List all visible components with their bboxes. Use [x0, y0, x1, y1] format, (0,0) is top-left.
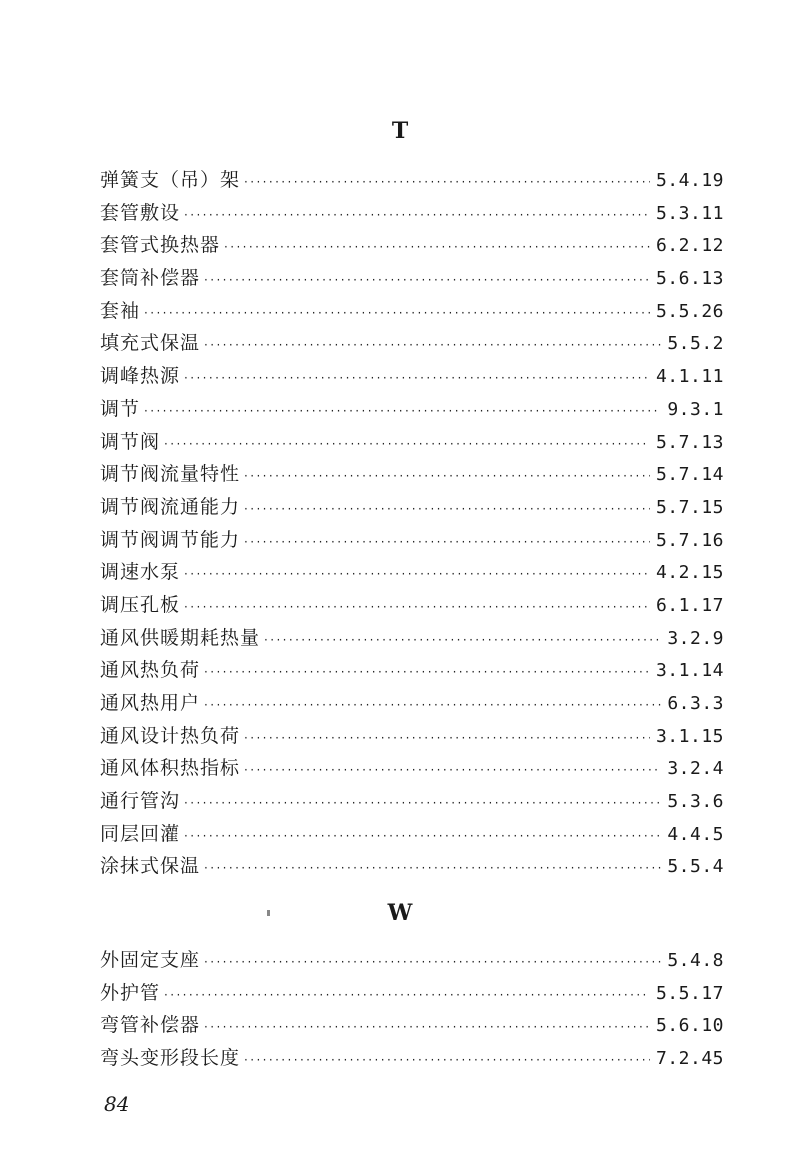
dot-leader [204, 329, 661, 362]
dot-leader [244, 166, 650, 199]
entry-clause-ref: 5.5.2 [667, 333, 724, 355]
section-heading-w: W [387, 900, 413, 926]
dot-leader [164, 979, 650, 1012]
entry-term: 通风热用户 [100, 692, 201, 714]
dot-leader [244, 754, 661, 787]
entry-term: 通风设计热负荷 [100, 724, 241, 747]
index-entry [100, 944, 724, 977]
dot-leader [244, 722, 650, 755]
index-entry [100, 327, 724, 360]
index-entry [100, 556, 724, 589]
entry-term: 通风体积热指标 [100, 757, 241, 780]
entry-term: 通风供暖期耗热量 [100, 626, 261, 649]
dot-leader [204, 264, 650, 297]
entry-term: 外护管 [100, 981, 161, 1004]
entry-clause-ref: 5.4.19 [655, 170, 724, 191]
dot-leader [244, 526, 650, 559]
entry-term: 调峰热源 [100, 365, 181, 388]
entry-clause-ref: 4.1.11 [655, 366, 724, 388]
entry-term: 套管敷设 [100, 201, 181, 224]
dot-leader [144, 395, 661, 428]
index-entry [100, 360, 724, 393]
dot-leader [184, 591, 650, 624]
index-entry [100, 197, 724, 230]
dot-leader [224, 231, 650, 264]
index-entry [100, 295, 724, 328]
entry-clause-ref: 5.6.10 [655, 1015, 724, 1037]
entry-term: 调节阀流通能力 [100, 495, 241, 518]
entry-term: 套袖 [100, 299, 141, 322]
entry-term: 套管式换热器 [100, 234, 221, 257]
entry-clause-ref: 5.4.8 [667, 950, 724, 971]
index-entry [100, 977, 724, 1010]
entry-term: 弹簧支（吊）架 [100, 169, 241, 191]
entry-term: 填充式保温 [100, 332, 201, 355]
entry-clause-ref: 6.1.17 [655, 594, 724, 616]
dot-leader [164, 428, 650, 461]
dot-leader [244, 493, 650, 526]
entry-term: 弯头变形段长度 [100, 1047, 241, 1070]
entry-clause-ref: 4.2.15 [655, 562, 724, 584]
index-entry [100, 1009, 724, 1042]
entry-clause-ref: 5.5.4 [667, 856, 724, 878]
dot-leader [244, 460, 650, 493]
index-entry [100, 524, 724, 557]
index-entry [100, 164, 724, 197]
dot-leader [184, 820, 661, 853]
entry-clause-ref: 5.3.6 [667, 791, 724, 813]
entry-clause-ref: 3.2.4 [667, 758, 724, 780]
index-entry [100, 818, 724, 851]
entry-clause-ref: 5.3.11 [655, 202, 724, 224]
entry-clause-ref: 3.1.14 [655, 660, 724, 682]
index-entry [100, 262, 724, 295]
entry-term: 同层回灌 [100, 822, 181, 845]
index-entry [100, 393, 724, 426]
index-entry [100, 458, 724, 491]
entry-clause-ref: 7.2.45 [655, 1048, 724, 1070]
entry-clause-ref: 5.7.13 [655, 431, 724, 453]
dot-leader [204, 689, 661, 722]
entry-term: 调节阀 [100, 430, 161, 453]
index-entry [100, 720, 724, 753]
entry-clause-ref: 5.7.15 [655, 496, 724, 518]
dot-leader [244, 1044, 650, 1077]
entry-term: 外固定支座 [100, 949, 201, 971]
index-entry [100, 622, 724, 655]
index-entry [100, 654, 724, 687]
dot-leader [204, 852, 661, 885]
index-entry [100, 687, 724, 720]
entry-clause-ref: 5.5.26 [655, 300, 724, 322]
entry-term: 通风热负荷 [100, 659, 201, 682]
entry-clause-ref: 6.3.3 [667, 693, 724, 714]
dot-leader [184, 199, 650, 232]
index-entry [100, 1042, 724, 1075]
index-list-t [100, 164, 724, 883]
entry-term: 调节阀调节能力 [100, 528, 241, 551]
dot-leader [204, 1011, 650, 1044]
index-entry [100, 785, 724, 818]
index-entry [100, 491, 724, 524]
dot-leader [264, 624, 661, 657]
entry-clause-ref: 6.2.12 [655, 235, 724, 257]
dot-leader [204, 656, 650, 689]
entry-clause-ref: 4.4.5 [667, 823, 724, 845]
entry-clause-ref: 3.2.9 [667, 627, 724, 649]
index-entry [100, 426, 724, 459]
index-entry [100, 589, 724, 622]
entry-term: 套筒补偿器 [100, 267, 201, 290]
entry-clause-ref: 5.5.17 [655, 982, 724, 1004]
entry-clause-ref: 3.1.15 [655, 725, 724, 747]
dot-leader [184, 787, 661, 820]
entry-clause-ref: 9.3.1 [667, 398, 724, 420]
dot-leader [144, 297, 650, 330]
section-heading-t: T [391, 118, 409, 144]
index-entry [100, 752, 724, 785]
entry-term: 调压孔板 [100, 593, 181, 616]
dot-leader [184, 362, 650, 395]
dot-leader [184, 558, 650, 591]
entry-term: 涂抹式保温 [100, 855, 201, 878]
entry-clause-ref: 5.7.14 [655, 464, 724, 486]
entry-term: 调节阀流量特性 [100, 463, 241, 486]
entry-term: 通行管沟 [100, 790, 181, 813]
entry-term: 调速水泵 [100, 561, 181, 584]
index-entry [100, 850, 724, 883]
index-entry [100, 229, 724, 262]
entry-clause-ref: 5.7.16 [655, 529, 724, 551]
entry-clause-ref: 5.6.13 [655, 268, 724, 290]
entry-term: 调节 [100, 397, 141, 420]
entry-term: 弯管补偿器 [100, 1014, 201, 1037]
dot-leader [204, 946, 661, 979]
page-number: 84 [104, 1092, 130, 1116]
index-list-w [100, 944, 724, 1075]
